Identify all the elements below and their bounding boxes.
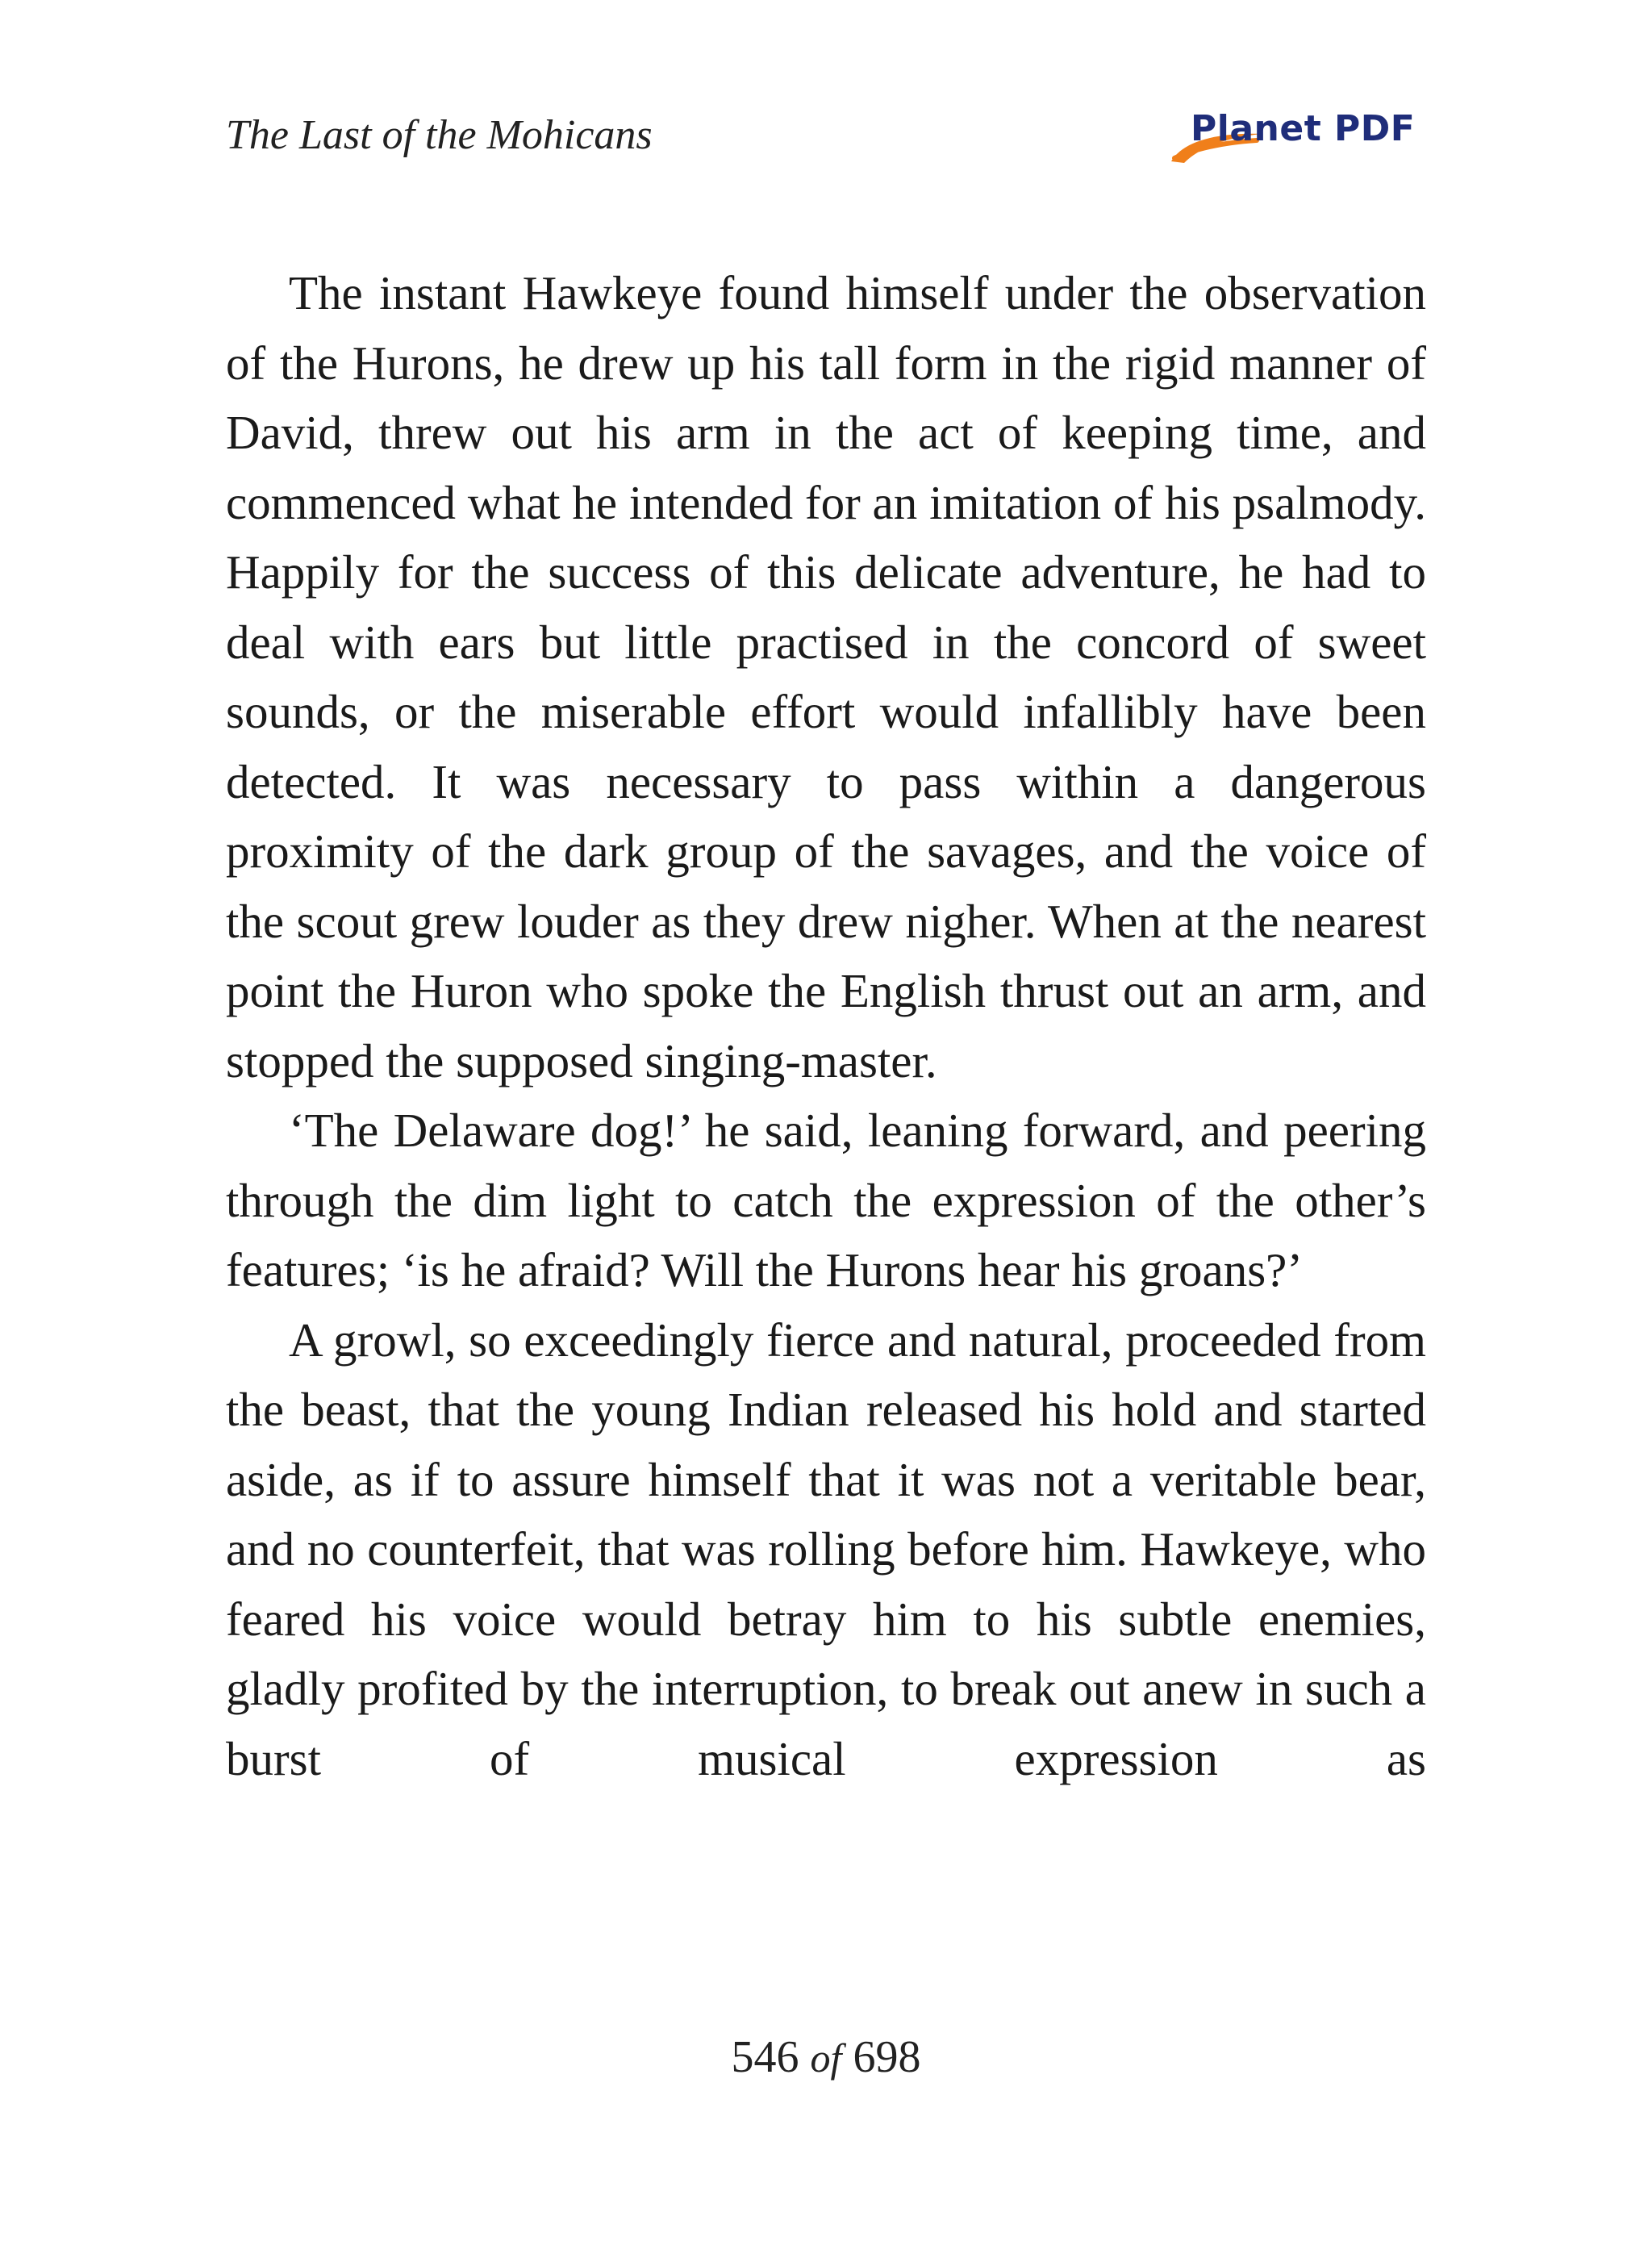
logo-text: Planet PDF [1191,108,1416,149]
paragraph: The instant Hawkeye found himself under the observation of the Hurons, he drew up his tall form in the rigid manner of David, threw out his arm in the act of keeping time, and commenced what he intended for an imitation of his psalmody. Happily for the success of this delicate adventure, he had to deal with ears but little practised in the concord of sweet sounds, or the miserable effort would infallibly have been detected. It was necessary to pass within a dangerous proximity of the dark group of the savages, and the voice of the scout grew louder as they drew nigher. When at the nearest point the Huron who spoke the English thrust out an arm, and stopped the supposed singing-master. [226,266,1426,1087]
planet-pdf-logo [1166,105,1426,166]
page-header [226,103,1426,168]
page-of-label: of [810,2035,842,2081]
paragraph: ‘The Delaware dog!’ he said, leaning forward, and peering through the dim light to catch the expression of the other’s features; ‘is he afraid? Will the Hurons hear his groans?’ [226,1104,1426,1296]
page-body [226,258,1426,1793]
page-number-footer [0,2025,1652,2090]
book-title: The Last of the Mohicans [226,112,653,158]
current-page-number: 546 [731,2032,799,2082]
total-pages-number: 698 [853,2032,921,2082]
paragraph: A growl, so exceedingly fierce and natural, proceeded from the beast, that the young Indian released his hold and started aside, as if to assure himself that it was not a veritable bear, and no counterfeit, that was rolling before him. Hawkeye, who feared his voice would betray him to his subtle enemies, gladly profited by the interruption, to break out anew in such a burst of musical expression as [226,1313,1426,1785]
